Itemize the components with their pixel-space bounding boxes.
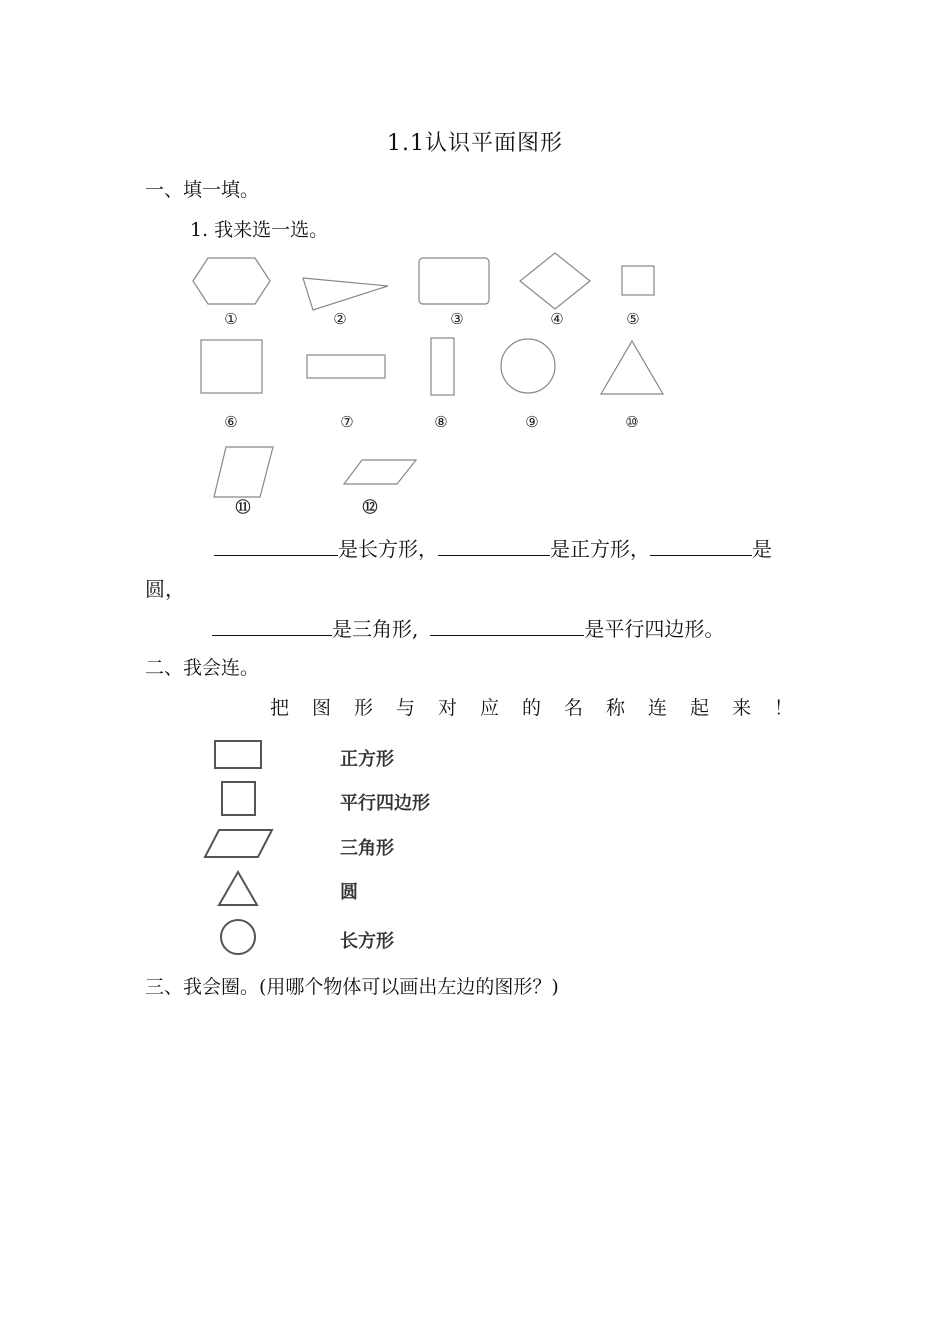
fill-line-1-wrap: 圆，	[145, 577, 185, 601]
shape-number: ⑩	[625, 413, 639, 431]
match-name-circle[interactable]: 圆	[340, 882, 358, 903]
shape-number: ④	[550, 310, 564, 328]
section-1-heading: 一、填一填。	[145, 179, 260, 201]
shape-number: ⑪	[235, 498, 251, 516]
match-rectangle-shape	[215, 741, 261, 768]
shape-number: ⑫	[362, 498, 378, 516]
match-name-square[interactable]: 正方形	[340, 749, 394, 770]
match-square-shape	[222, 782, 255, 815]
shape-number: ⑧	[434, 413, 448, 431]
match-triangle-shape	[219, 872, 257, 905]
section-2-heading: 二、我会连。	[145, 657, 260, 679]
shape-number: ③	[450, 310, 464, 328]
section-3-heading: 三、我会圈。(用哪个物体可以画出左边的图形？)	[145, 976, 559, 998]
matching-instruction: 把 图 形 与 对 应 的 名 称 连 起 来 ！	[270, 697, 794, 719]
match-circle-shape	[221, 920, 255, 954]
match-name-triangle[interactable]: 三角形	[340, 838, 394, 859]
match-name-rectangle[interactable]: 长方形	[340, 931, 394, 952]
match-parallelogram-shape	[205, 830, 272, 857]
question-1: 1. 我来选一选。	[190, 219, 329, 241]
match-name-parallelogram[interactable]: 平行四边形	[340, 793, 430, 814]
fill-line-2: 是三角形, 是平行四边形。	[212, 613, 724, 642]
shape-number: ②	[333, 310, 347, 328]
shape-number: ⑦	[340, 413, 354, 431]
shape-number: ⑨	[525, 413, 539, 431]
shape-number: ⑤	[626, 310, 640, 328]
fill-line-1: 是长方形， 是正方形， 是	[214, 533, 772, 562]
page-title: 1.1认识平面图形	[387, 131, 563, 156]
shape-number: ⑥	[224, 413, 238, 431]
shape-number: ①	[224, 310, 238, 328]
